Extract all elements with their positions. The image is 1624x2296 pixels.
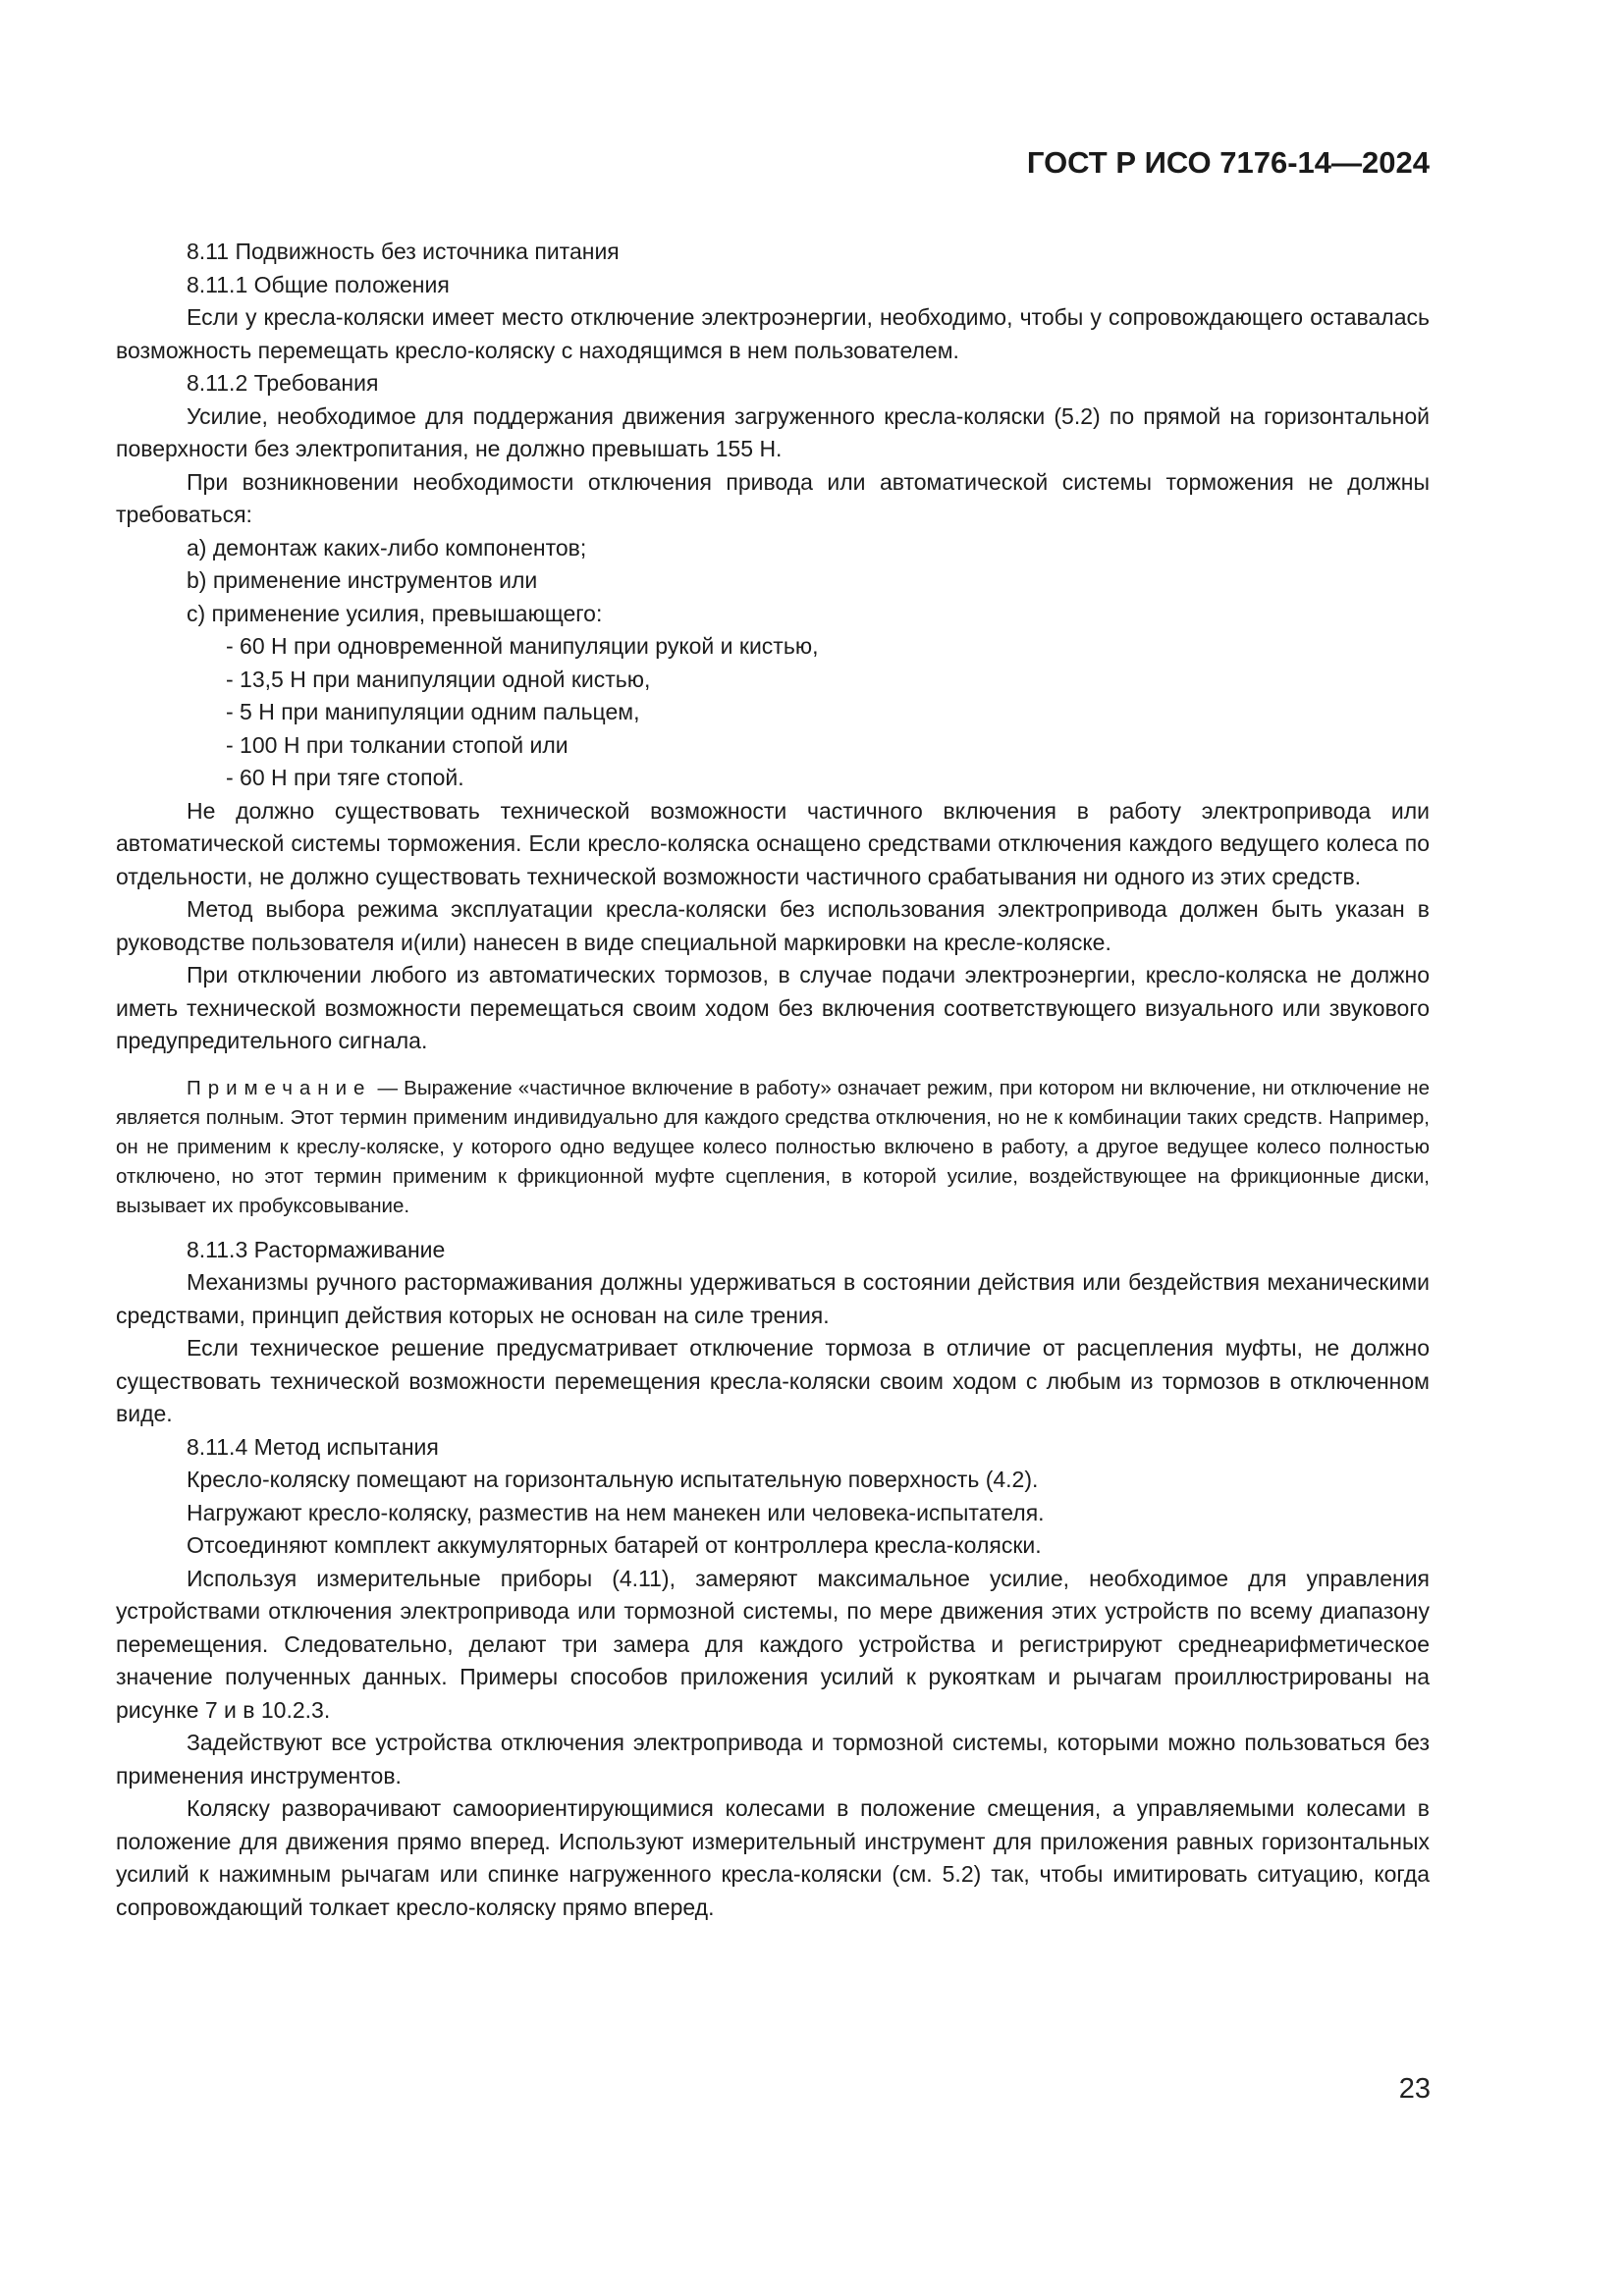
running-header-standard-code: ГОСТ Р ИСО 7176-14—2024 (1026, 145, 1430, 180)
sublist-item-13-5n: - 13,5 Н при манипуляции одной кистью, (226, 666, 651, 692)
paragraph-test-devices: Задействуют все устройства отключения электропривода и тормозной системы, которыми можно пользоваться без применения инструментов. (116, 1730, 1430, 1789)
note-text: — Выражение «частичное включение в работу» означает режим, при котором ни включение, ни отключение не является полным. Этот термин применим индивидуально для каждого средства отключения, но не к комбинации таких средств. Например, он не применим к креслу-коляске, у которого одно ведущее колесо полностью включено в работу, а другое ведущее колесо полностью отключено, но этот термин применим к фрикционной муфте сцепления, в которой усилие, воздействующее на фрикционные диски, вызывает их пробуксовывание. (116, 1076, 1430, 1217)
paragraph-test-measurement: Используя измерительные приборы (4.11), замеряют максимальное усилие, необходимое для управления устройствами отключения электропривода или тормозной системы, по мере движения этих устройств по всему диапазону перемещения. Следовательно, делают три замера для каждого устройства и регистрируют среднеарифметическое значение полученных данных. Примеры способов приложения усилий к рукояткам и рычагам проиллюстрированы на рисунке 7 и в 10.2.3. (116, 1565, 1430, 1723)
heading-8-11-2: 8.11.2 Требования (187, 370, 379, 396)
sublist-item-100n: - 100 Н при толкании стопой или (226, 731, 568, 758)
heading-8-11-3: 8.11.3 Растормаживание (187, 1236, 446, 1262)
paragraph-test-load: Нагружают кресло-коляску, разместив на нем манекен или человека-испытателя. (187, 1499, 1045, 1525)
sublist-item-60n-foot: - 60 Н при тяге стопой. (226, 765, 464, 790)
paragraph-test-battery: Отсоединяют комплект аккумуляторных батарей от контроллера кресла-коляски. (187, 1532, 1042, 1558)
paragraph-mode-selection: Метод выбора режима эксплуатации кресла-коляски без использования электропривода должен быть указан в руководстве пользователя и(или) нанесен в виде специальной маркировки на кресле-коляске. (116, 896, 1430, 955)
list-item-c: c) применение усилия, превышающего: (187, 600, 603, 626)
heading-8-11-1: 8.11.1 Общие положения (187, 271, 450, 297)
paragraph-auto-brake-warning: При отключении любого из автоматических тормозов, в случае подачи электроэнергии, кресло-коляска не должно иметь технической возможности перемещаться своим ходом без включения соответствующего визуального или звукового предупредительного сигнала. (116, 962, 1430, 1053)
paragraph-test-orientation: Коляску разворачивают самоориентирующимися колесами в положение смещения, а управляемыми колесами в положение для движения прямо вперед. Используют измерительный инструмент для приложения равных горизонтальных усилий к нажимным рычагам или спинке нагруженного кресла-коляски (см. 5.2) так, чтобы имитировать ситуацию, когда сопровождающий толкает кресло-коляску прямо вперед. (116, 1795, 1430, 1920)
list-item-a: a) демонтаж каких-либо компонентов; (187, 534, 587, 561)
heading-8-11: 8.11 Подвижность без источника питания (187, 239, 620, 264)
page-number: 23 (1398, 2073, 1431, 2105)
paragraph-requirement-disconnect: При возникновении необходимости отключения привода или автоматической системы торможения не должны требоваться: (116, 468, 1430, 527)
paragraph-requirement-force: Усилие, необходимое для поддержания движения загруженного кресла-коляски (5.2) по прямой на горизонтальной поверхности без электропитания, не должно превышать 155 Н. (116, 402, 1430, 461)
paragraph-general: Если у кресла-коляски имеет место отключение электроэнергии, необходимо, чтобы у сопровождающего оставалась возможность перемещать кресло-коляску с находящимся в нем пользователем. (116, 304, 1430, 363)
sublist-item-60n-hand: - 60 Н при одновременной манипуляции рукой и кистью, (226, 633, 819, 659)
list-item-b: b) применение инструментов или (187, 567, 538, 593)
heading-8-11-4: 8.11.4 Метод испытания (187, 1433, 439, 1460)
note (116, 1074, 1430, 1221)
note-label: Примечание (187, 1076, 372, 1099)
sublist-item-5n: - 5 Н при манипуляции одним пальцем, (226, 699, 640, 724)
paragraph-brake-release-technical: Если техническое решение предусматривает отключение тормоза в отличие от расцепления муфты, не должно существовать технической возможности перемещения кресла-коляски своим ходом с любым из тормозов в отключенном виде. (116, 1335, 1430, 1426)
paragraph-brake-release-mechanisms: Механизмы ручного растормаживания должны удерживаться в состоянии действия или бездействия механическими средствами, принцип действия которых не основан на силе трения. (116, 1269, 1430, 1328)
text-block (116, 236, 1430, 1924)
paragraph-partial-engagement: Не должно существовать технической возможности частичного включения в работу электропривода или автоматической системы торможения. Если кресло-коляска оснащено средствами отключения каждого ведущего колеса по отдельности, не должно существовать технической возможности частичного срабатывания ни одного из этих средств. (116, 797, 1430, 889)
paragraph-test-surface: Кресло-коляску помещают на горизонтальную испытательную поверхность (4.2). (187, 1467, 1039, 1492)
